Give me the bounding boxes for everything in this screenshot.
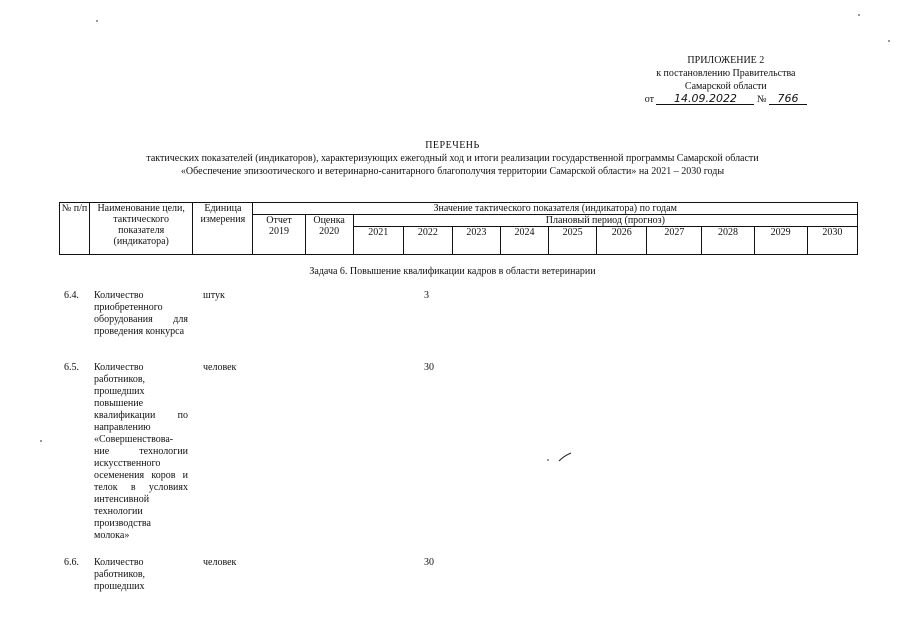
scan-speck (858, 14, 860, 16)
scan-speck (888, 40, 890, 42)
appendix-date-line (645, 93, 807, 106)
pen-mark (558, 452, 572, 462)
scan-speck (40, 440, 42, 442)
number-prefix: № (756, 94, 767, 105)
appendix-region: Самарской области (684, 81, 767, 92)
header-num: № п/п (60, 203, 90, 255)
header-unit: Единица измерения (193, 203, 253, 255)
handwritten-date: 14.09.2022 (656, 93, 754, 105)
document-title (0, 139, 905, 178)
handwritten-number: 766 (769, 93, 807, 105)
row-indicator-name: Количество приобретенного оборудования для проведения конкурса (94, 290, 188, 337)
header-estimate-label: Оценка (313, 215, 345, 226)
header-estimate-year: 2020 (319, 226, 340, 237)
scan-speck (96, 20, 98, 22)
header-year: 2025 (549, 227, 597, 255)
row-number: 6.5. (64, 362, 79, 373)
header-year: 2028 (702, 227, 754, 255)
header-report (253, 215, 305, 255)
row-unit: штук (203, 290, 225, 301)
title-line-2: тактических показателей (индикаторов), характеризующих ежегодный ход и итоги реализации государственной программы Самарской области (146, 153, 759, 164)
header-estimate (305, 215, 353, 255)
row-unit: человек (203, 557, 237, 568)
row-indicator-name: Количество работников, прошедших повышение квалификации по направлению «Совершенствова-ние технологии искусственного осеменения коров и телок в условиях интенсивной технологии производства молока» (94, 362, 188, 541)
row-value: 3 (424, 290, 429, 301)
appendix-subtitle: к постановлению Правительства (656, 68, 796, 79)
row-value: 30 (424, 362, 434, 373)
row-unit: человек (203, 362, 237, 373)
appendix-block (645, 54, 807, 106)
header-year: 2030 (807, 227, 857, 255)
header-name: Наименование цели, тактического показателя (индикатора) (90, 203, 193, 255)
indicators-table-header (59, 202, 858, 255)
header-year: 2022 (403, 227, 452, 255)
header-year: 2026 (597, 227, 647, 255)
row-number: 6.6. (64, 557, 79, 568)
header-report-label: Отчет (266, 215, 292, 226)
title-line-3: «Обеспечение эпизоотического и ветеринарно-санитарного благополучия территории Самарской области» на 2021 – 2030 годы (180, 166, 725, 177)
task-heading: Задача 6. Повышение квалификации кадров в области ветеринарии (309, 266, 596, 277)
header-year: 2023 (452, 227, 500, 255)
header-year: 2021 (353, 227, 403, 255)
date-prefix: от (644, 94, 654, 105)
title-heading: ПЕРЕЧЕНЬ (425, 140, 480, 151)
header-year: 2024 (500, 227, 548, 255)
row-indicator-name: Количество работников, прошедших (94, 557, 146, 592)
header-year: 2029 (754, 227, 807, 255)
header-year: 2027 (647, 227, 702, 255)
scan-speck (547, 459, 549, 461)
header-plan-period: Плановый период (прогноз) (353, 215, 857, 227)
row-value: 30 (424, 557, 434, 568)
appendix-title: ПРИЛОЖЕНИЕ 2 (687, 55, 765, 66)
header-report-year: 2019 (268, 226, 289, 237)
row-number: 6.4. (64, 290, 79, 301)
header-values-group: Значение тактического показателя (индикатора) по годам (253, 203, 858, 215)
